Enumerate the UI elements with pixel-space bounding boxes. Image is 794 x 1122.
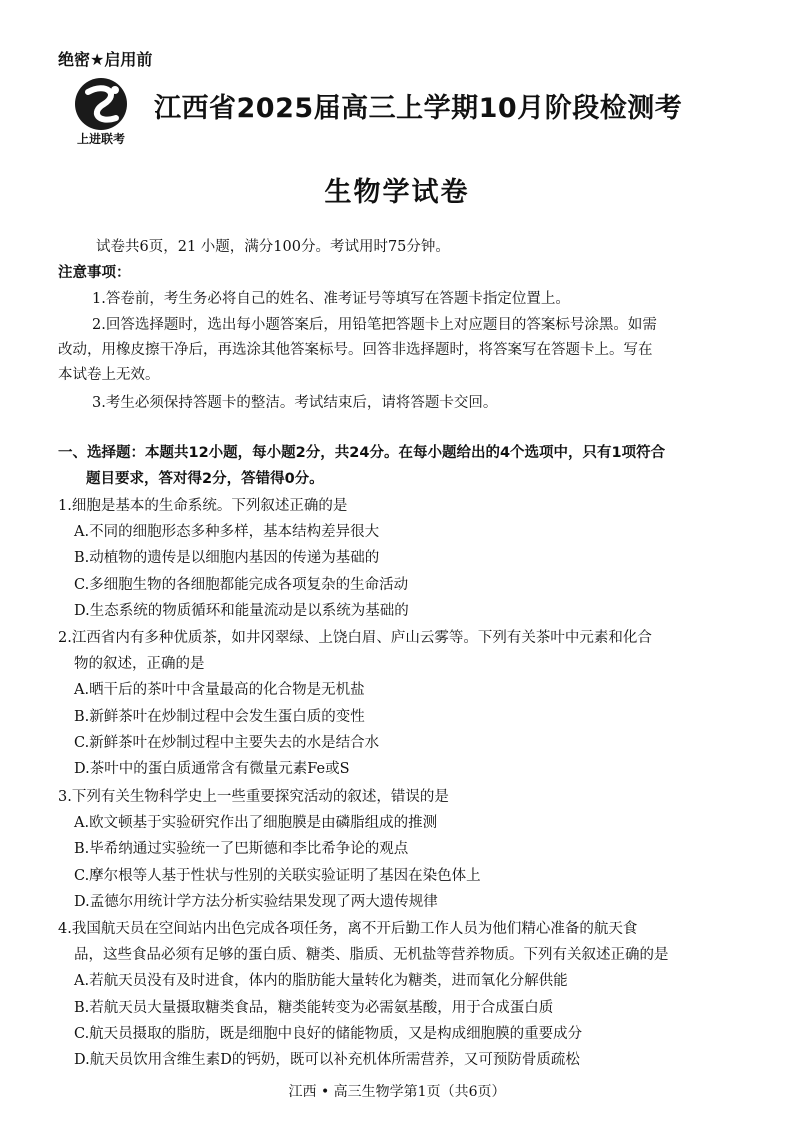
note-item: 1.答卷前，考生务必将自己的姓名、准考证号等填写在答题卡指定位置上。 (92, 291, 570, 307)
note-item: 3.考生必须保持答题卡的整洁。考试结束后，请将答题卡交回。 (92, 395, 498, 411)
option-d: D.茶叶中的蛋白质通常含有微量元素Fe或S (74, 761, 350, 777)
question-stem: 3.下列有关生物科学史上一些重要探究活动的叙述，错误的是 (58, 789, 449, 805)
secret-label: 绝密★启用前 (58, 50, 153, 69)
section-heading: 一、选择题：本题共12小题，每小题2分，共24分。在每小题给出的4个选项中，只有1项符合 (58, 445, 666, 461)
page-footer: 江西 • 高三生物学第1页（共6页） (288, 1084, 506, 1100)
question-stem: 4.我国航天员在空间站内出色完成各项任务，离不开后勤工作人员为他们精心准备的航天食 (58, 921, 638, 937)
logo-icon (68, 76, 134, 132)
subject-title: 生物学试卷 (324, 177, 470, 208)
option-b: B.动植物的遗传是以细胞内基因的传递为基础的 (74, 550, 380, 566)
option-c: C.多细胞生物的各细胞都能完成各项复杂的生命活动 (74, 577, 409, 593)
option-a: A.欧文顿基于实验研究作出了细胞膜是由磷脂组成的推测 (74, 815, 438, 831)
question-stem: 1.细胞是基本的生命系统。下列叙述正确的是 (58, 498, 348, 514)
option-b: B.新鲜茶叶在炒制过程中会发生蛋白质的变性 (74, 709, 365, 725)
option-d: D.航天员饮用含维生素D的钙奶，既可以补充机体所需营养，又可预防骨质疏松 (74, 1052, 580, 1068)
question-stem-cont: 物的叙述，正确的是 (74, 656, 205, 672)
option-a: A.晒干后的茶叶中含量最高的化合物是无机盐 (74, 682, 365, 698)
option-a: A.不同的细胞形态多种多样，基本结构差异很大 (74, 524, 380, 540)
note-item: 改动，用橡皮擦干净后，再选涂其他答案标号。回答非选择题时，将答案写在答题卡上。写在 (58, 342, 653, 358)
option-d: D.孟德尔用统计学方法分析实验结果发现了两大遗传规律 (74, 894, 438, 910)
option-c: C.航天员摄取的脂肪，既是细胞中良好的储能物质，又是构成细胞膜的重要成分 (74, 1026, 583, 1042)
option-d: D.生态系统的物质循环和能量流动是以系统为基础的 (74, 603, 409, 619)
intro-text: 试卷共6页，21 小题，满分100分。考试用时75分钟。 (96, 239, 450, 255)
notes-heading: 注意事项： (58, 265, 131, 281)
option-a: A.若航天员没有及时进食，体内的脂肪能大量转化为糖类，进而氧化分解供能 (74, 973, 568, 989)
note-item: 本试卷上无效。 (58, 367, 160, 383)
exam-title: 江西省2025届高三上学期10月阶段检测考 (154, 93, 683, 124)
question-stem-cont: 品，这些食品必须有足够的蛋白质、糖类、脂质、无机盐等营养物质。下列有关叙述正确的是 (74, 947, 669, 963)
option-c: C.摩尔根等人基于性状与性别的关联实验证明了基因在染色体上 (74, 868, 481, 884)
question-stem: 2.江西省内有多种优质茶，如井冈翠绿、上饶白眉、庐山云雾等。下列有关茶叶中元素和化合 (58, 630, 652, 646)
section-heading-cont: 题目要求，答对得2分，答错得0分。 (86, 471, 324, 487)
logo (68, 76, 138, 152)
logo-text: 上进联考 (76, 132, 125, 146)
option-c: C.新鲜茶叶在炒制过程中主要失去的水是结合水 (74, 735, 380, 751)
option-b: B.毕希纳通过实验统一了巴斯德和李比希争论的观点 (74, 841, 409, 857)
option-b: B.若航天员大量摄取糖类食品，糖类能转变为必需氨基酸，用于合成蛋白质 (74, 1000, 554, 1016)
note-item: 2.回答选择题时，选出每小题答案后，用铅笔把答题卡上对应题目的答案标号涂黑。如需 (92, 317, 657, 333)
